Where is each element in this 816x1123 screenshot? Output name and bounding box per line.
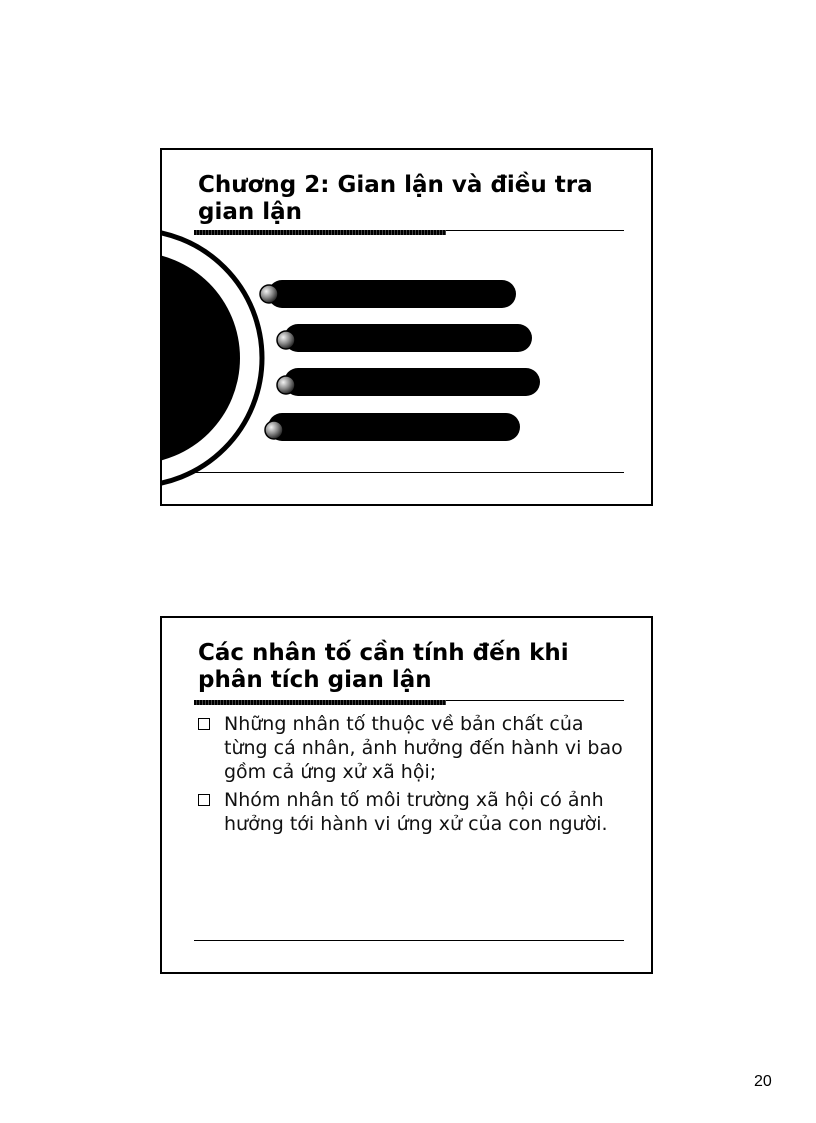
square-bullet-icon (198, 794, 210, 806)
page-number: 20 (754, 1073, 772, 1090)
graphic-bar-4 (268, 413, 520, 441)
bullet-text: Nhóm nhân tố môi trường xã hội có ảnh hưởng tới hành vi ứng xử của con người. (224, 789, 608, 835)
graphic-knob-3 (277, 376, 295, 394)
slide-1-title: Chương 2: Gian lận và điều tra gian lận (198, 172, 593, 225)
title-underline-rule (446, 230, 624, 231)
footer-rule (194, 472, 624, 473)
slide-1 (160, 148, 653, 506)
footer-rule (194, 940, 624, 941)
slide-2-title: Các nhân tố cần tính đến khi phân tích gian lận (198, 640, 569, 693)
title-underline-bar (194, 230, 446, 235)
graphic-knob-2 (277, 331, 295, 349)
list-item (198, 788, 628, 836)
slide-2 (160, 616, 653, 974)
list-item (198, 712, 628, 784)
graphic-bar-3 (284, 368, 540, 396)
graphic-bar-2 (284, 324, 532, 352)
bullet-list (198, 712, 628, 840)
main-disc (162, 252, 240, 464)
graphic-bar-1 (268, 280, 516, 308)
graphic-knob-4 (265, 421, 283, 439)
graphic-knob-1 (260, 285, 278, 303)
title-underline-bar (194, 700, 446, 705)
bullet-text: Những nhân tố thuộc về bản chất của từng cá nhân, ảnh hưởng đến hành vi bao gồm cả ứng xử xã hội; (224, 713, 623, 783)
title-underline-rule (446, 700, 624, 701)
square-bullet-icon (198, 718, 210, 730)
